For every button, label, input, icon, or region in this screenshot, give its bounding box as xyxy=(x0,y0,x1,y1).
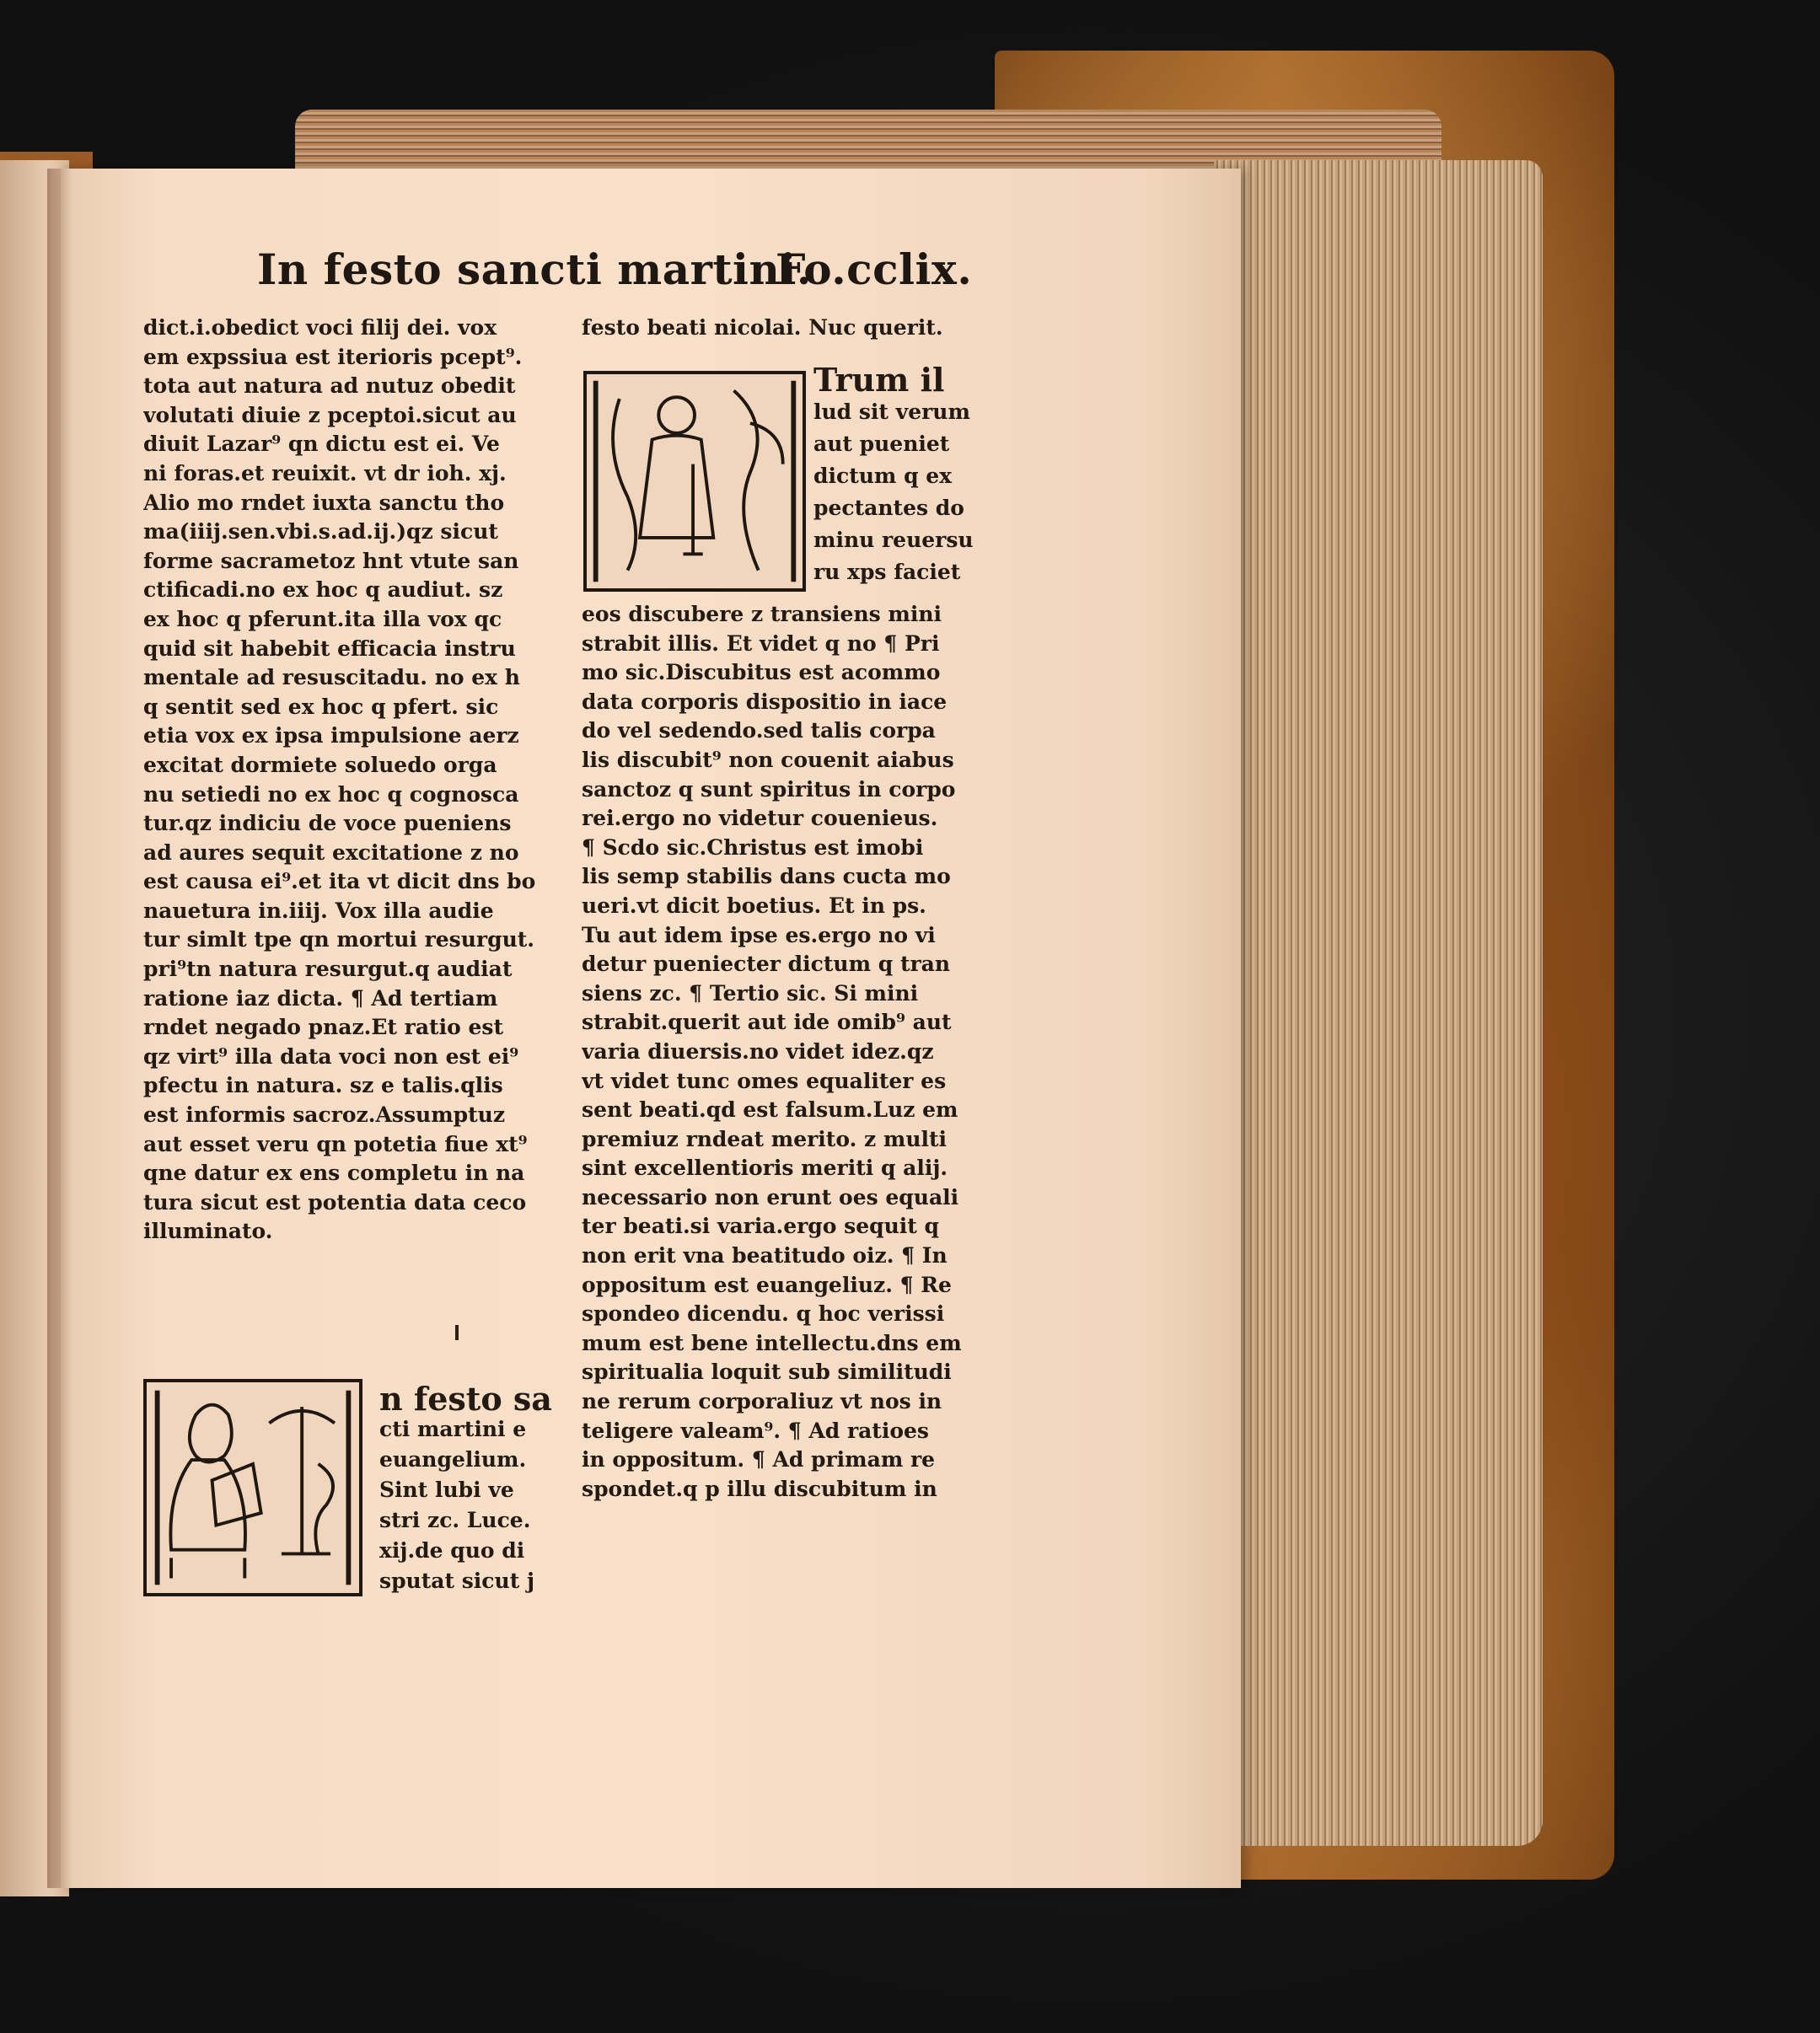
right-column-line: mum est bene intellectu.dns em xyxy=(582,1330,962,1355)
woodcut-initial-saint-icon xyxy=(143,1379,362,1596)
right-column-line: spondeo dicendu. q hoc verissi xyxy=(582,1301,945,1327)
ink-mark xyxy=(455,1325,459,1340)
left-column-line: qz virt⁹ illa data voci non est ei⁹ xyxy=(143,1043,519,1069)
right-dropcap-column-line: ru xps faciet xyxy=(813,560,961,584)
left-lower-column-line: cti martini e xyxy=(379,1417,527,1441)
left-column-line: ctificadi.no ex hoc q audiut. sz xyxy=(143,577,503,603)
right-dropcap-column-line: aut pueniet xyxy=(813,432,950,456)
left-column-line: ex hoc q pferunt.ita illa vox qc xyxy=(143,606,502,631)
left-column-line: ratione iaz dicta. ¶ Ad tertiam xyxy=(143,985,498,1011)
right-dropcap-column-line: minu reuersu xyxy=(813,528,974,552)
left-column-line: mentale ad resuscitadu. no ex h xyxy=(143,665,520,690)
right-column-line: non erit vna beatitudo oiz. ¶ In xyxy=(582,1243,948,1269)
left-column-line: excitat dormiete soluedo orga xyxy=(143,752,497,777)
left-column-line: quid sit habebit efficacia instru xyxy=(143,636,516,661)
left-column-line: Alio mo rndet iuxta sanctu tho xyxy=(143,490,505,515)
right-dropcap-column-line: lud sit verum xyxy=(813,400,970,424)
left-lower-column-line: stri zc. Luce. xyxy=(379,1508,531,1532)
left-lower-text-column xyxy=(379,1384,552,1596)
right-column-line: strabit.querit aut ide omib⁹ aut xyxy=(582,1010,952,1035)
left-column-line: q sentit sed ex hoc q pfert. sic xyxy=(143,694,499,719)
right-column-line: ¶ Scdo sic.Christus est imobi xyxy=(582,834,924,860)
right-column-line: eos discubere z transiens mini xyxy=(582,602,942,626)
right-dropcap-column-line: Trum il xyxy=(813,364,945,396)
right-column-line: sent beati.qd est falsum.Luz em xyxy=(582,1097,958,1123)
right-text-column xyxy=(582,600,962,1504)
left-column-line: rndet negado pnaz.Et ratio est xyxy=(143,1015,503,1040)
page-block-fore-edge xyxy=(1214,160,1543,1846)
right-column-line: strabit illis. Et videt q no ¶ Pri xyxy=(582,630,940,656)
right-column-line: mo sic.Discubitus est acommo xyxy=(582,660,941,685)
left-column-line: aut esset veru qn potetia fiue xt⁹ xyxy=(143,1131,528,1156)
right-column-line: varia diuersis.no videt idez.qz xyxy=(582,1038,934,1064)
right-column-line: Tu aut idem ipse es.ergo no vi xyxy=(582,922,936,947)
left-column-line: illuminato. xyxy=(143,1219,273,1244)
right-column-line: rei.ergo no videtur couenieus. xyxy=(582,806,938,831)
right-column-line: ter beati.si varia.ergo sequit q xyxy=(582,1214,940,1239)
right-column-line: lis discubit⁹ non couenit aiabus xyxy=(582,747,954,772)
left-column-line: tota aut natura ad nutuz obedit xyxy=(143,373,516,399)
running-head-title: In festo sancti martini. xyxy=(257,244,812,294)
right-column-line: detur pueniecter dictum q tran xyxy=(582,952,951,977)
left-column-line: em expssiua est iterioris pcept⁹. xyxy=(143,344,523,369)
left-column-line: pfectu in natura. sz e talis.qlis xyxy=(143,1073,503,1098)
left-column-line: dict.i.obedict voci filij dei. vox xyxy=(143,315,497,340)
right-column-line: siens zc. ¶ Tertio sic. Si mini xyxy=(582,980,919,1006)
left-column-line: tur simlt tpe qn mortui resurgut. xyxy=(143,927,535,952)
right-column-line: in oppositum. ¶ Ad primam re xyxy=(582,1447,936,1472)
right-column-line: vt videt tunc omes equaliter es xyxy=(582,1068,947,1093)
right-dropcap-column-line: dictum q ex xyxy=(813,464,953,488)
left-column-line: etia vox ex ipsa impulsione aerz xyxy=(143,723,519,748)
right-column-line: ueri.vt dicit boetius. Et in ps. xyxy=(582,893,926,918)
left-lower-column-line: euangelium. xyxy=(379,1447,527,1472)
right-column-line: sint excellentioris meriti q alij. xyxy=(582,1156,948,1181)
left-column-line: pri⁹tn natura resurgut.q audiat xyxy=(143,957,513,982)
left-column-line: ni foras.et reuixit. vt dr ioh. xj. xyxy=(143,460,507,485)
left-column-line: volutati diuie z pceptoi.sicut au xyxy=(143,402,517,427)
left-column-line: diuit Lazar⁹ qn dictu est ei. Ve xyxy=(143,432,500,457)
left-column-line: qne datur ex ens completu in na xyxy=(143,1161,525,1186)
right-column-line: teligere valeam⁹. ¶ Ad ratioes xyxy=(582,1418,930,1443)
left-lower-column-line: Sint lubi ve xyxy=(379,1478,514,1502)
left-column-line: est informis sacroz.Assumptuz xyxy=(143,1102,506,1128)
left-lower-column-line: xij.de quo di xyxy=(379,1538,525,1563)
left-text-column xyxy=(143,314,535,1247)
left-column-line: est causa ei⁹.et ita vt dicit dns bo xyxy=(143,869,536,894)
left-lower-column-line: sputat sicut j xyxy=(379,1569,534,1593)
right-upper-column-line: festo beati nicolai. Nuc querit. xyxy=(582,315,943,340)
right-column-line: lis semp stabilis dans cucta mo xyxy=(582,864,951,889)
right-column-line: do vel sedendo.sed talis corpa xyxy=(582,718,936,743)
left-column-line: nauetura in.iiij. Vox illa audie xyxy=(143,898,494,923)
left-column-line: ma(iiij.sen.vbi.s.ad.ij.)qz sicut xyxy=(143,519,498,544)
page-gutter xyxy=(47,169,72,1888)
right-column-line: necessario non erunt oes equali xyxy=(582,1184,959,1210)
left-lower-column-line: n festo sa xyxy=(379,1384,552,1414)
right-column-line: sanctoz q sunt spiritus in corpo xyxy=(582,776,956,802)
left-column-line: forme sacrametoz hnt vtute san xyxy=(143,548,519,573)
left-column-line: tur.qz indiciu de voce pueniens xyxy=(143,811,512,836)
right-column-line: ne rerum corporaliuz vt nos in xyxy=(582,1389,942,1414)
right-column-line: premiuz rndeat merito. z multi xyxy=(582,1126,948,1151)
right-column-line: spondet.q p illu discubitum in xyxy=(582,1476,937,1501)
right-heading-line xyxy=(582,314,943,343)
left-column-line: tura sicut est potentia data ceco xyxy=(143,1189,527,1215)
right-dropcap-column-line: pectantes do xyxy=(813,496,964,520)
right-column-line: data corporis dispositio in iace xyxy=(582,689,948,714)
folio-number: Fo.cclix. xyxy=(776,244,973,294)
woodcut-initial-figure-icon xyxy=(583,371,806,592)
right-dropcap-text xyxy=(813,364,974,588)
right-column-line: oppositum est euangeliuz. ¶ Re xyxy=(582,1272,952,1297)
right-column-line: spiritualia loquit sub similitudi xyxy=(582,1360,952,1385)
left-column-line: nu setiedi no ex hoc q cognosca xyxy=(143,781,519,807)
left-column-line: ad aures sequit excitatione z no xyxy=(143,839,519,865)
